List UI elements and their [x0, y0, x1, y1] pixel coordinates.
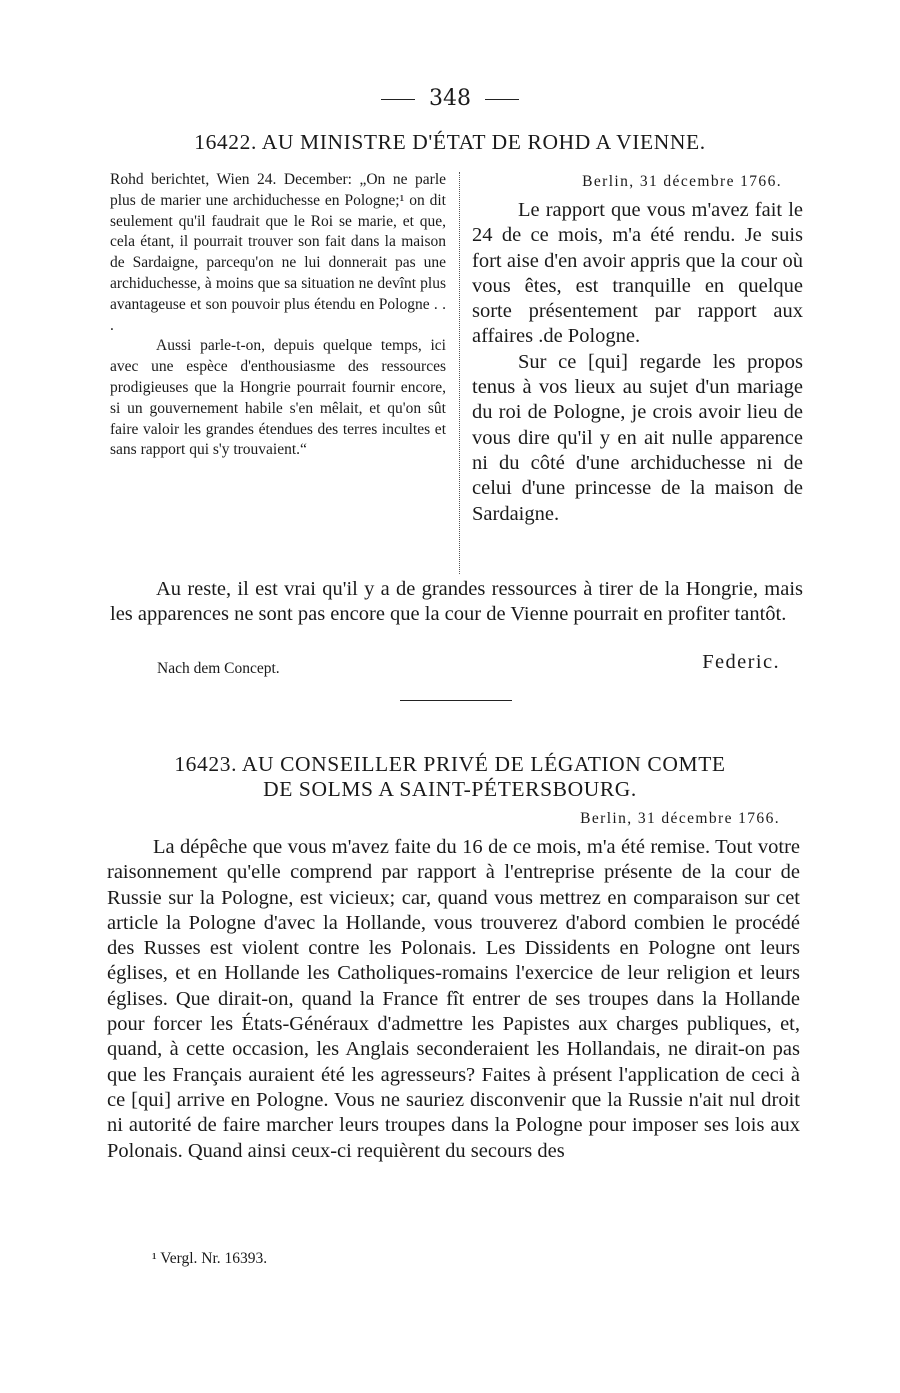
- letter1-signature: Federic.: [702, 651, 780, 673]
- letter1-dateline: Berlin, 31 décembre 1766.: [582, 173, 782, 190]
- letter1-left-para1: Rohd berichtet, Wien 24. December: „On ne parle plus de marier une archiduchesse en Pologne;¹ on dit seulement qu'il faudrait que le Roi se marie, et que, cela étant, il pourrait trouver son fait dans la maison de Sardaigne, parcequ'on ne lui donnerait pas une archiduchesse, à moins que sa situation ne devînt plus avantageuse et son pouvoir plus étendu en Pologne . . .: [110, 171, 446, 334]
- section-divider: [400, 700, 512, 701]
- column-separator: [459, 172, 460, 574]
- letter2-heading-line1: 16423. AU CONSEILLER PRIVÉ DE LÉGATION COMTE: [174, 752, 726, 776]
- letter2-body: La dépêche que vous m'avez faite du 16 de ce mois, m'a été remise. Tout votre raisonnement qu'elle comprend par rapport à l'entreprise présente de la cour de Russie sur la Pologne, est vicieux; car, quand vous mettrez en comparaison sur cet article la Pologne d'avec la Hollande, vous trouverez d'abord combien le procédé des Russes est violent contre les Polonais. Les Dissidents en Pologne ont leurs églises, et en Hollande les Catholiques-romains l'exercice de leur religion et leurs églises. Que dirait-on, quand la France fît entrer de ses troupes dans la Hollande pour forcer les États-Généraux d'admettre les Papistes aux charges publiques, et, quand, à cette occasion, les Anglais seconderaient les Hollandais, ne dirait-on pas que les Français auraient été les agresseurs? Faites à présent l'application de ceci à ce [qui] arrive en Pologne. Vous ne sauriez disconvenir que la Russie n'ait nul droit ni autorité de faire marcher leurs troupes dans la Pologne pour imposer ses lois aux Polonais. Quand ainsi ceux-ci requièrent du secours des: [107, 836, 800, 1162]
- letter1-right-column: [472, 198, 803, 527]
- letter1-closing: Au reste, il est vrai qu'il y a de grandes ressources à tirer de la Hongrie, mais les apparences ne sont pas encore que la cour de Vienne pourrait en profiter tantôt.: [110, 578, 803, 626]
- letter1-left-column: [110, 170, 446, 461]
- letter2-dateline: Berlin, 31 décembre 1766.: [580, 810, 780, 827]
- letter1-heading: 16422. AU MINISTRE D'ÉTAT DE ROHD A VIENNE.: [194, 130, 706, 154]
- page-number: 348: [0, 86, 900, 112]
- footnote: ¹ Vergl. Nr. 16393.: [152, 1250, 268, 1267]
- letter1-right-para2: Sur ce [qui] regarde les propos tenus à vos lieux au sujet d'un mariage du roi de Pologne, je crois avoir lieu de vous dire qu'il y en ait nulle apparence ni du côté d'une archiduchesse ni de celui d'une princesse de la maison de Sardaigne.: [472, 350, 803, 525]
- letter1-source: Nach dem Concept.: [157, 660, 280, 677]
- dash-right: [485, 99, 519, 100]
- letter2-heading-line2: DE SOLMS A SAINT-PÉTERSBOURG.: [263, 777, 637, 801]
- letter1-left-para2: Aussi parle-t-on, depuis quelque temps, ici avec une espèce d'enthousiasme des ressources prodigieuses que la Hongrie pourrait fournir encore, si un gouvernement habile s'en mêlait, et qu'on sût faire valoir les grandes étendues des terres incultes et sans rapport qui s'y trouvaient.“: [110, 337, 446, 459]
- dash-left: [381, 99, 415, 100]
- letter1-right-para1: Le rapport que vous m'avez fait le 24 de ce mois, m'a été rendu. Je suis fort aise d'en avoir appris que la cour où vous êtes, est tranquille en quelque sorte présentement par rapport aux affaires .de Pologne.: [472, 199, 803, 348]
